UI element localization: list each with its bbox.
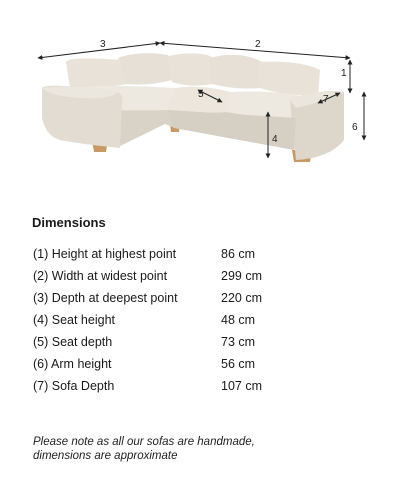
dimension-row <box>33 265 353 287</box>
callout-7: 7 <box>323 94 329 105</box>
dimension-label: (1) Height at highest point <box>33 247 177 261</box>
sofa-illustration <box>0 0 400 200</box>
dimension-row <box>33 309 353 331</box>
callout-3: 3 <box>100 39 106 50</box>
dimension-label: (5) Seat depth <box>33 335 113 349</box>
callout-6: 6 <box>352 122 358 133</box>
back-cushion <box>258 62 320 96</box>
dimensions-table <box>33 243 353 397</box>
dimension-row <box>33 331 353 353</box>
dimension-value: 107 cm <box>221 379 262 393</box>
disclaimer-line: Please note as all our sofas are handmade, <box>33 436 255 448</box>
dimension-label: (6) Arm height <box>33 357 112 371</box>
dimension-row <box>33 287 353 309</box>
dimension-row <box>33 353 353 375</box>
disclaimer-line: dimensions are approximate <box>33 450 178 462</box>
dimensions-title: Dimensions <box>32 215 106 230</box>
dimension-value: 86 cm <box>221 247 256 261</box>
dimension-value: 299 cm <box>221 269 262 283</box>
dimension-value: 73 cm <box>221 335 256 349</box>
back-cushion <box>210 55 262 89</box>
handmade-disclaimer <box>33 435 373 463</box>
callout-2: 2 <box>255 39 261 50</box>
dimension-label: (3) Depth at deepest point <box>33 291 178 305</box>
dimension-value: 220 cm <box>221 291 262 305</box>
back-cushion <box>168 53 214 85</box>
dimension-row <box>33 375 353 397</box>
dimension-row <box>33 243 353 265</box>
dimension-label: (7) Sofa Depth <box>33 379 115 393</box>
back-cushion <box>66 58 128 88</box>
dimension-value: 48 cm <box>221 313 256 327</box>
dimension-label: (2) Width at widest point <box>33 269 168 283</box>
sofa-diagram <box>0 0 400 200</box>
callout-4: 4 <box>272 134 278 145</box>
back-cushion <box>118 53 172 84</box>
dimension-value: 56 cm <box>221 357 256 371</box>
dimension-label: (4) Seat height <box>33 313 115 327</box>
callout-1: 1 <box>341 68 347 79</box>
callout-5: 5 <box>198 89 204 100</box>
